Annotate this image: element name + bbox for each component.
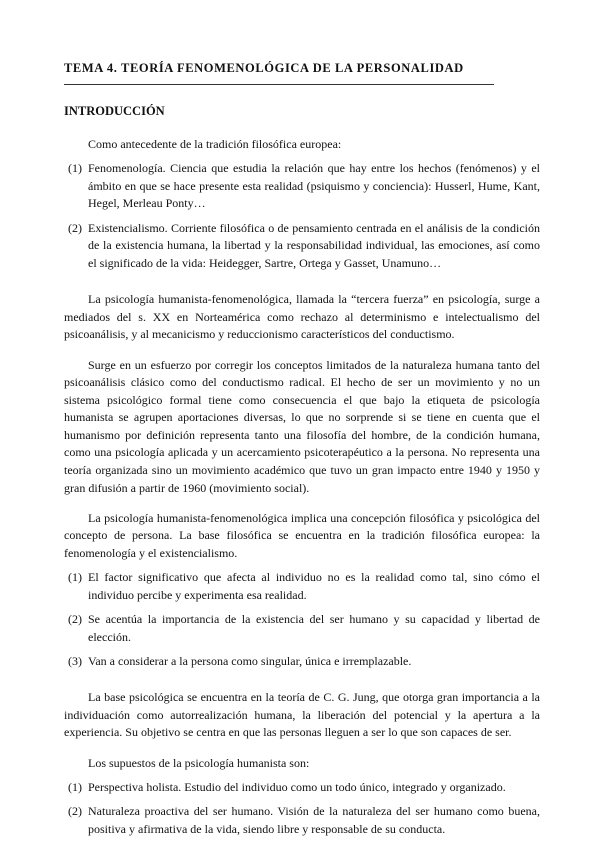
- paragraph: La base psicológica se encuentra en la teoría de C. G. Jung, que otorga gran importancia a la individuación como autorrealización humana, la liberación del potencial y la apertura a la experiencia. Su objetivo se centra en que las personas lleguen a ser lo que son capaces de ser.: [64, 690, 540, 740]
- list-text: Van a considerar a la persona como singular, única e irremplazable.: [88, 653, 412, 668]
- list-number: (2): [68, 803, 82, 818]
- list-number: (1): [68, 570, 82, 585]
- list-number: (1): [68, 779, 82, 794]
- list-number: (3): [68, 653, 82, 668]
- list-item: [64, 779, 540, 797]
- section-heading: INTRODUCCIÓN: [64, 104, 165, 118]
- document-body: [64, 136, 540, 845]
- paragraph: La psicología humanista-fenomenológica implica una concepción filosófica y psicológica del concepto de persona. La base filosófica se encuentra en la tradición filosófica europea: la fenomenología y el existencialismo.: [64, 510, 540, 561]
- list-item: [64, 160, 540, 213]
- paragraph: La psicología humanista-fenomenológica, llamada la “tercera fuerza” en psicología, surge a mediados del s. XX en Norteamérica como rechazo al determinismo e intelectualismo del psicoanálisis, y al mecanicismo y reduccionismo característicos del conductismo.: [64, 292, 540, 342]
- list-text: Se acentúa la importancia de la existencia del ser humano y su capacidad y libertad de elección.: [88, 612, 540, 644]
- list-item: [64, 611, 540, 646]
- list-text: Fenomenología. Ciencia que estudia la relación que hay entre los hechos (fenómenos) y el ámbito en que se hace presente esta realidad (psiquismo y conciencia): Husserl, Hume, Kant, Hegel, Merleau Ponty…: [88, 161, 540, 211]
- list-item: [64, 220, 540, 273]
- list-item: [64, 653, 540, 671]
- page-title: TEMA 4. TEORÍA FENOMENOLÓGICA DE LA PERSONALIDAD: [64, 61, 464, 75]
- paragraph: Surge en un esfuerzo por corregir los conceptos limitados de la naturaleza humana tanto del psicoanálisis clásico como del conductismo radical. El hecho de ser un movimiento y no un sistema psicológico formal tiene como consecuencia el que bajo la etiqueta de psicología humanista se agrupen aportaciones diversas, lo que no sorprende si se tiene en cuenta que el humanismo por definición representa tanto una filosofía del hombre, de la condición humana, como una psicología aplicada y un acercamiento psicoterapéutico a la persona. No representa una teoría organizada sino un movimiento académico que tuvo un gran impacto entre 1940 y 1950 y gran difusión a partir de 1960 (movimiento social).: [64, 357, 540, 495]
- list-number: (1): [68, 161, 82, 176]
- list-number: (2): [68, 220, 82, 235]
- title-underline: [64, 84, 494, 85]
- list-number: (2): [68, 612, 82, 627]
- intro-paragraph: Los supuestos de la psicología humanista son:: [88, 755, 310, 770]
- list-text: Existencialismo. Corriente filosófica o de pensamiento centrada en el análisis de la condición de la existencia humana, la libertad y la responsabilidad individual, las emociones, así como el significado de la vida: Heidegger, Sartre, Ortega y Gasset, Unamuno…: [88, 220, 540, 270]
- list-text: Naturaleza proactiva del ser humano. Visión de la naturaleza del ser humano como buena, positiva y afirmativa de la vida, siendo libre y responsable de su conducta.: [88, 803, 540, 836]
- intro-paragraph: Como antecedente de la tradición filosófica europea:: [88, 137, 342, 151]
- list-item: [64, 803, 540, 838]
- list-text: El factor significativo que afecta al individuo no es la realidad como tal, sino cómo el individuo percibe y experimenta esa realidad.: [88, 570, 540, 602]
- list-item: [64, 569, 540, 604]
- list-text: Perspectiva holista. Estudio del individuo como un todo único, integrado y organizado.: [88, 779, 506, 794]
